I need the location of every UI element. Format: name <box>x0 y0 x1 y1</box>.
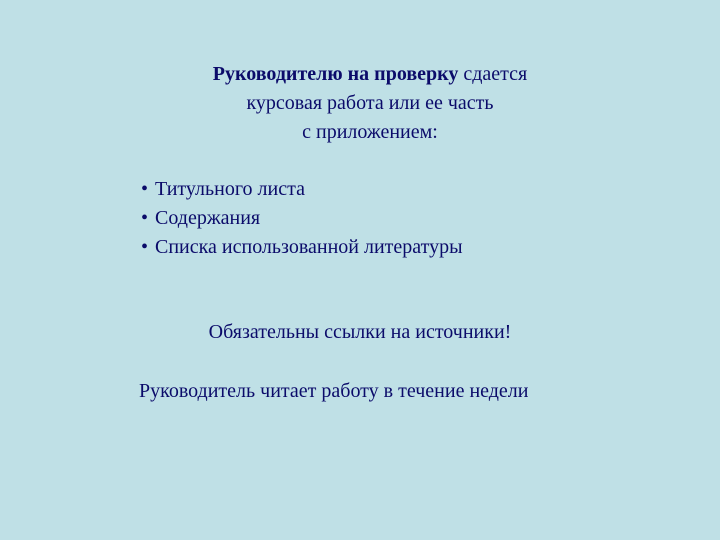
list-item-text: Содержания <box>155 207 261 229</box>
heading-bold-text: Руководителю на проверку <box>212 63 459 85</box>
required-references-note: Обязательны ссылки на источники! <box>208 321 512 343</box>
list-item <box>141 204 463 233</box>
list-item <box>141 233 463 262</box>
heading-line-1 <box>120 60 620 89</box>
slide-heading <box>120 60 620 147</box>
bullet-marker: • <box>141 178 149 200</box>
list-item-text: Титульного листа <box>155 178 305 200</box>
heading-line-3: с приложением: <box>302 121 438 143</box>
heading-rest-text: сдается <box>458 63 528 85</box>
heading-line-2: курсовая работа или ее часть <box>246 92 494 114</box>
bullet-marker: • <box>141 207 149 229</box>
bullet-list <box>141 175 463 262</box>
review-period-text: Руководитель читает работу в течение недели <box>139 380 529 402</box>
bullet-marker: • <box>141 236 149 258</box>
list-item-text: Списка использованной литературы <box>155 236 463 258</box>
list-item <box>141 175 463 204</box>
